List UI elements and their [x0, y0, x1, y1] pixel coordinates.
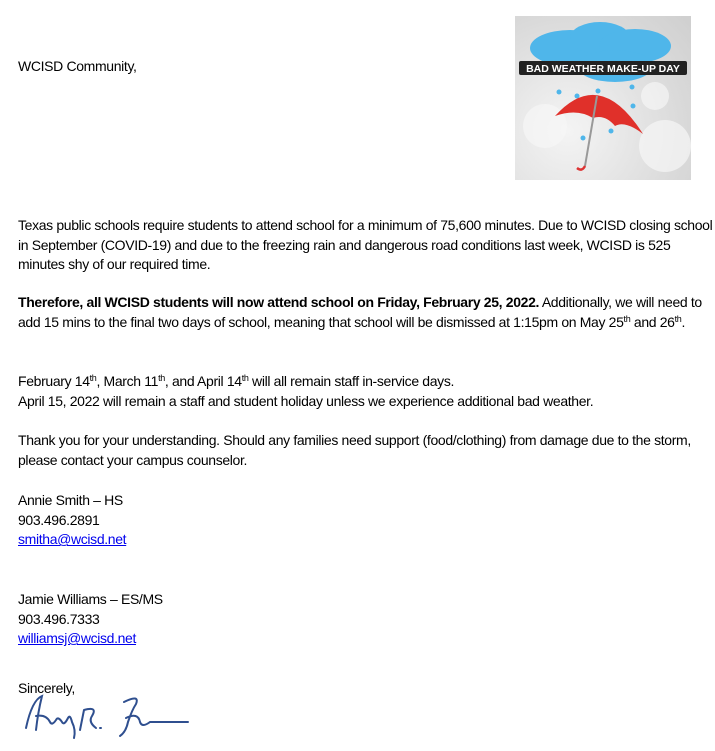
greeting: WCISD Community, [18, 58, 137, 74]
rain-umbrella-illustration [515, 16, 691, 180]
signature-image [22, 692, 192, 740]
bad-weather-banner-image [515, 16, 691, 180]
holiday-note: April 15, 2022 will remain a staff and student holiday unless we experience additional bad weather. [18, 392, 594, 409]
contact-phone: 903.496.7333 [18, 610, 100, 627]
contact-block [18, 590, 713, 649]
contact-name: Jamie Williams – ES/MS [18, 591, 163, 607]
closing: Sincerely, [18, 680, 75, 696]
contact-email-link[interactable]: smitha@wcisd.net [18, 531, 127, 548]
contact-name: Annie Smith – HS [18, 492, 123, 508]
paragraph-makeup-day: Therefore, all WCISD students will now attend school on Friday, February 25, 2022. Additionally, we will need to add 15 mins to the final two days of school, meaning that school will be dismissed at 1:15pm on May 25th and 26th. [18, 294, 702, 330]
banner-title: BAD WEATHER MAKE-UP DAY [526, 63, 680, 75]
makeup-day-announcement: Therefore, all WCISD students will now attend school on Friday, February 25, 2022. [18, 294, 540, 310]
contact-phone: 903.496.2891 [18, 511, 100, 528]
contact-block [18, 491, 713, 550]
umbrella-icon [555, 95, 643, 170]
paragraph-in-service-days: February 14th, March 11th, and April 14th will all remain staff in-service days. April 15, 2022 will remain a staff and student holiday unless we experience additional bad weather. [18, 373, 594, 409]
paragraph-support: Thank you for your understanding. Should any families need support (food/clothing) from damage due to the storm, please contact your campus counselor. [18, 432, 691, 468]
paragraph-minimum-minutes: Texas public schools require students to attend school for a minimum of 75,600 minutes. Due to WCISD closing school in September (COVID-19) and due to the freezing rain and dangerous road conditions last week, WCISD is 525 minutes shy of our required time. [18, 217, 713, 273]
contact-email-link[interactable]: williamsj@wcisd.net [18, 630, 137, 647]
